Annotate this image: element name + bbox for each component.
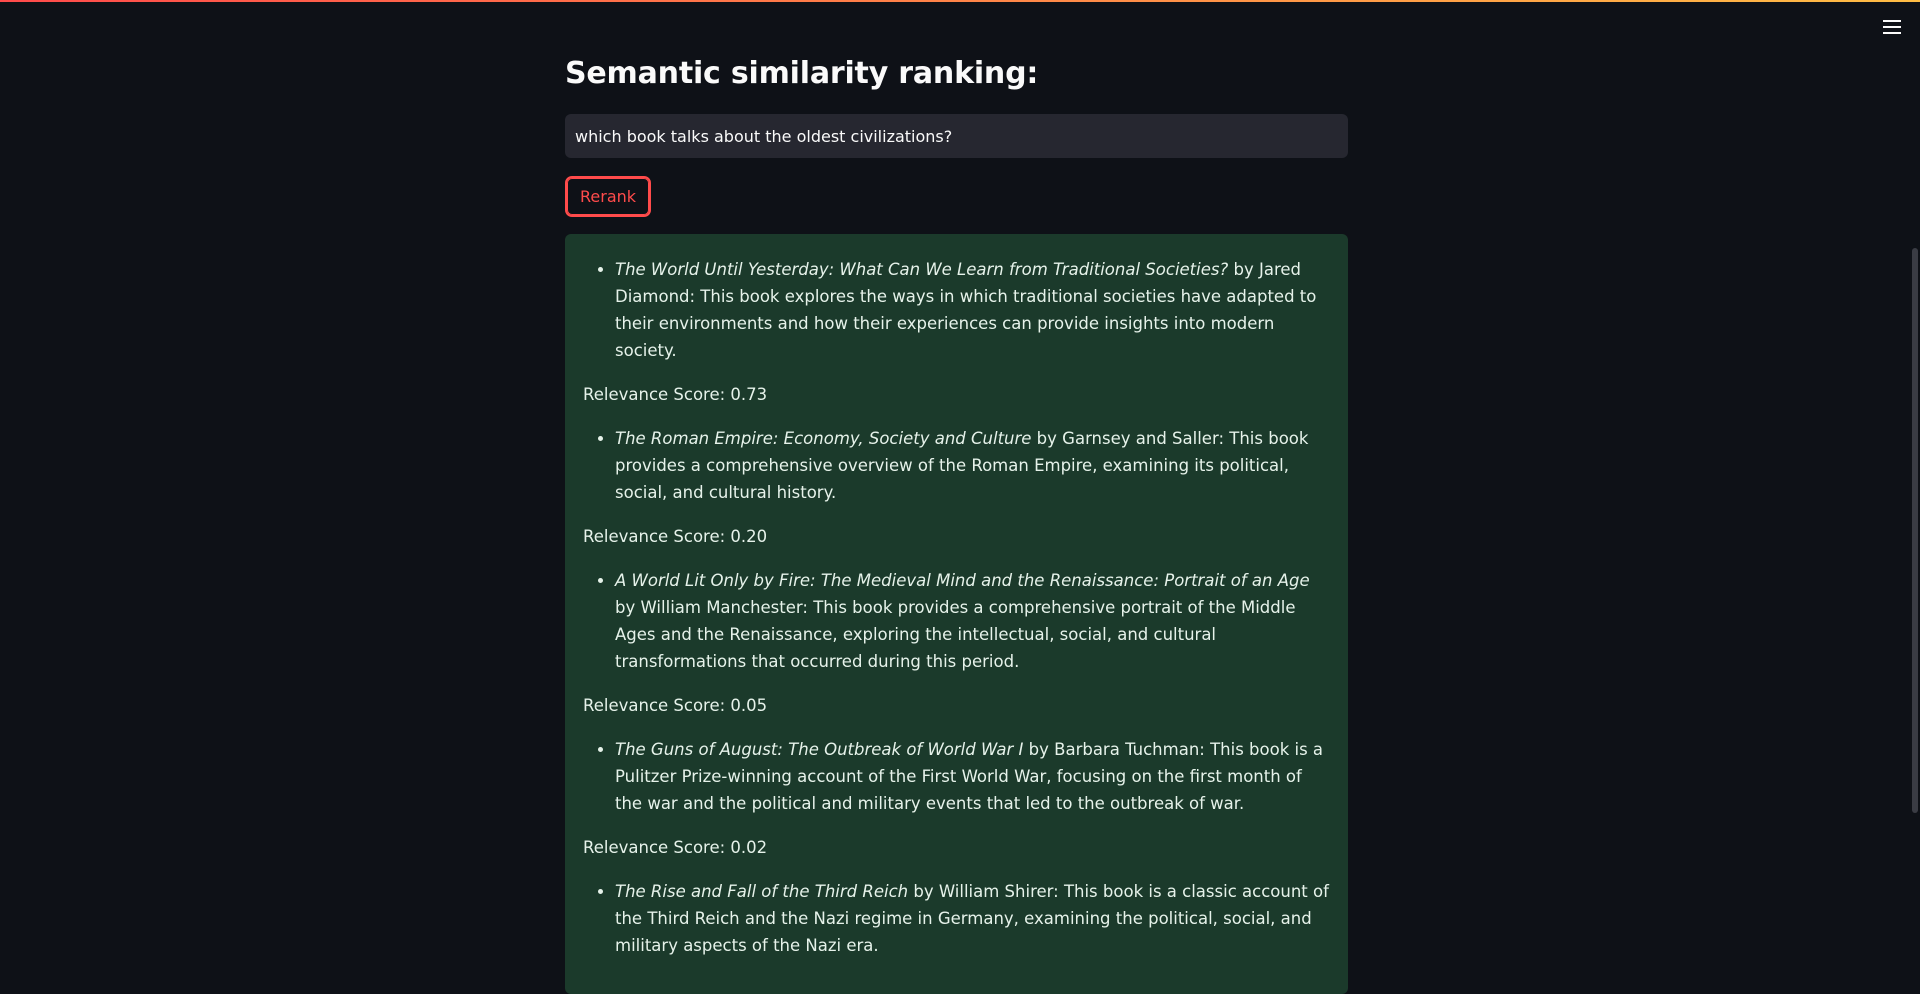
- list-item: [615, 567, 1330, 675]
- book-description: by William Manchester: This book provides a comprehensive portrait of the Middle Ages and the Renaissance, exploring the intellectual, social, and cultural transformations that occurred during this period.: [615, 598, 1296, 671]
- relevance-score: Relevance Score: 0.73: [583, 385, 768, 404]
- relevance-score: Relevance Score: 0.05: [583, 696, 768, 715]
- book-title: The Guns of August: The Outbreak of World War I: [615, 740, 1024, 759]
- top-decoration-bar: [0, 0, 1920, 2]
- hamburger-menu-icon: [1883, 20, 1901, 34]
- result-group: [583, 878, 1330, 959]
- result-list: [583, 567, 1330, 675]
- book-title: The Roman Empire: Economy, Society and Culture: [615, 429, 1032, 448]
- list-item: [615, 425, 1330, 506]
- relevance-score: Relevance Score: 0.02: [583, 838, 768, 857]
- book-title: The World Until Yesterday: What Can We Learn from Traditional Societies?: [615, 260, 1229, 279]
- result-list: [583, 878, 1330, 959]
- result-group: [583, 425, 1330, 550]
- result-group: [583, 567, 1330, 719]
- scrollbar-thumb[interactable]: [1912, 248, 1918, 813]
- rerank-button[interactable]: Rerank: [565, 176, 651, 217]
- page-title: Semantic similarity ranking:: [565, 56, 1039, 91]
- result-group: [583, 736, 1330, 861]
- relevance-score: Relevance Score: 0.20: [583, 527, 768, 546]
- list-item: [615, 736, 1330, 817]
- book-description: by Garnsey and Saller: This book provides a comprehensive overview of the Roman Empire, examining its political, social, and cultural history.: [615, 429, 1309, 502]
- list-item: [615, 878, 1330, 959]
- main-menu-button[interactable]: [1878, 14, 1906, 40]
- book-title: The Rise and Fall of the Third Reich: [615, 882, 909, 901]
- list-item: [615, 256, 1330, 364]
- result-group: [583, 256, 1330, 408]
- result-list: [583, 425, 1330, 506]
- result-list: [583, 256, 1330, 364]
- page-scrollbar[interactable]: [1908, 0, 1920, 950]
- book-title: A World Lit Only by Fire: The Medieval Mind and the Renaissance: Portrait of an Age: [615, 571, 1310, 590]
- query-input[interactable]: [565, 114, 1348, 158]
- book-description: by Jared Diamond: This book explores the ways in which traditional societies have adapted to their environments and how their experiences can provide insights into modern society.: [615, 260, 1317, 360]
- book-description: by William Shirer: This book is a classic account of the Third Reich and the Nazi regime in Germany, examining the political, social, and military aspects of the Nazi era.: [615, 882, 1329, 955]
- book-description: by Barbara Tuchman: This book is a Pulitzer Prize-winning account of the First World War, focusing on the first month of the war and the political and military events that led to the outbreak of war.: [615, 740, 1324, 813]
- results-panel: [565, 234, 1348, 994]
- result-list: [583, 736, 1330, 817]
